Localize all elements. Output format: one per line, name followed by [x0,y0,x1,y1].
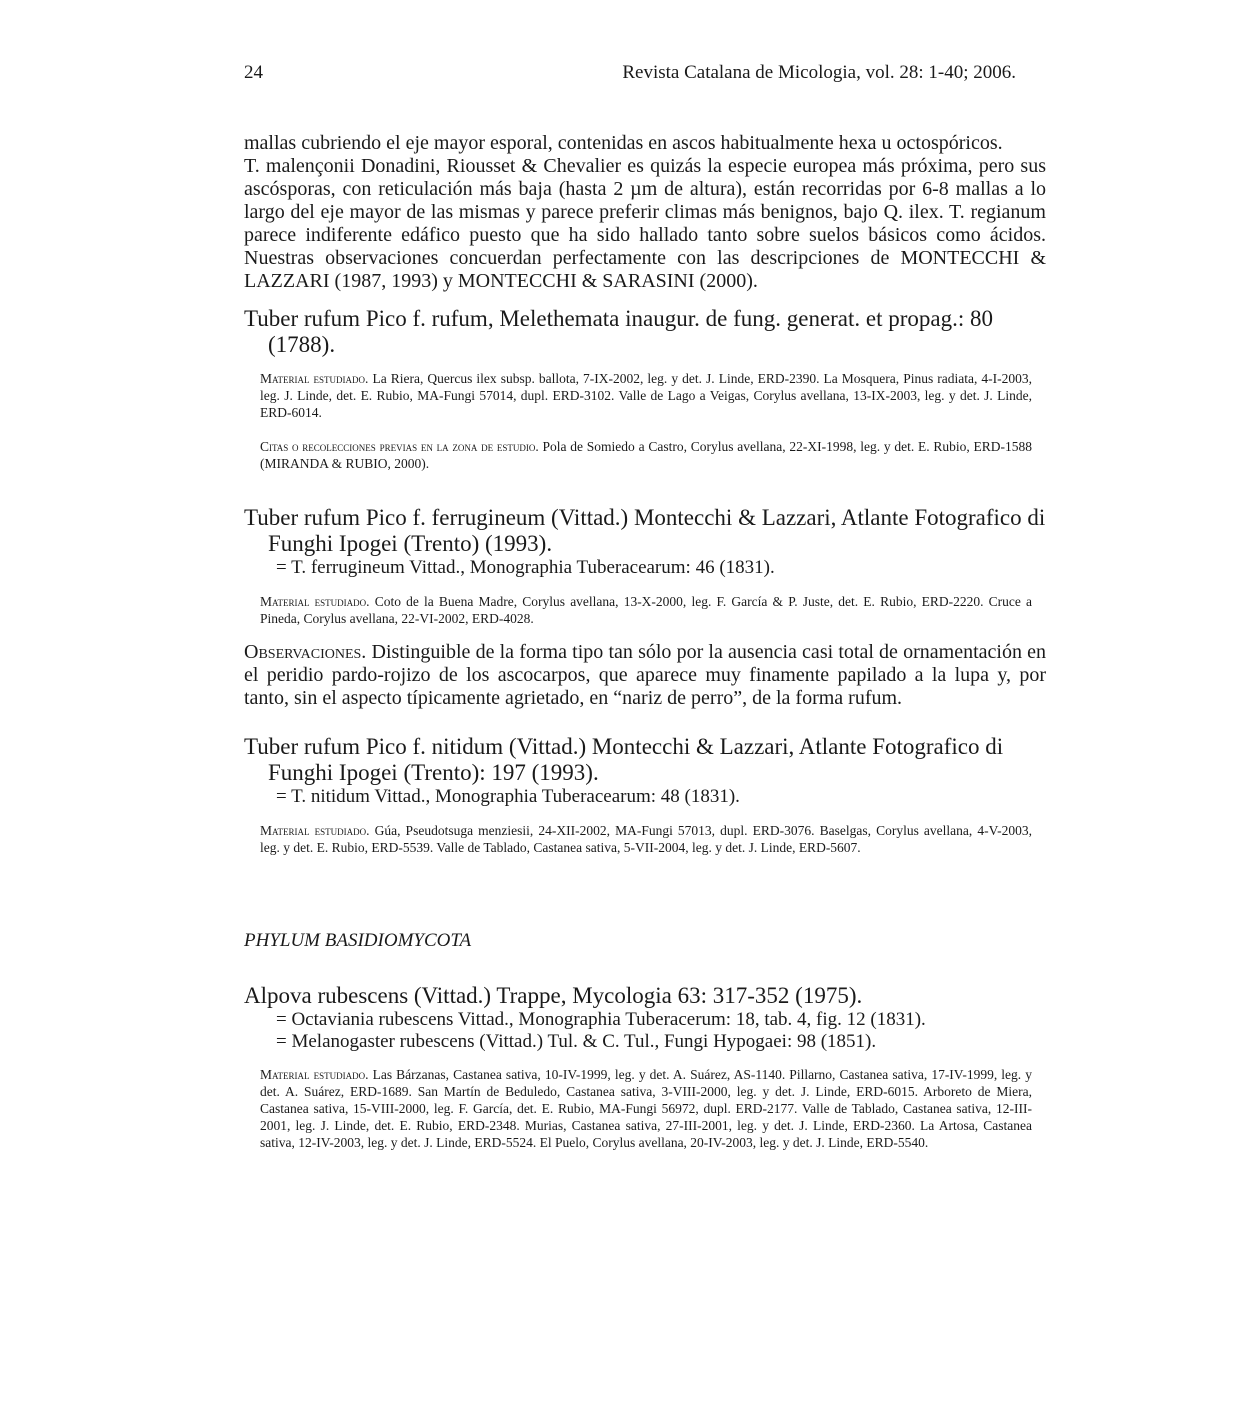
material-alpova [260,1066,1032,1151]
obs-label: Observaciones. [244,641,367,663]
citas-label: Citas o recolecciones previas en la zona de estudio. [260,439,539,454]
material-text: Coto de la Buena Madre, Corylus avellana, 13-X-2000, leg. F. García & P. Juste, det. E. Rubio, ERD-2220. Cruce a Pineda, Corylus avellana, 22-VI-2002, ERD-4028. [260,594,1033,626]
synonym: = Melanogaster rubescens (Vittad.) Tul. & C. Tul., Fungi Hypogaei: 98 (1851). [276,1031,877,1052]
material-text: Gúa, Pseudotsuga menziesii, 24-XII-2002, MA-Fungi 57013, dupl. ERD-3076. Baselgas, Corylus avellana, 4-V-2003, leg. y det. E. Rubio, ERD-5539. Valle de Tablado, Castanea sativa, 5-VII-2004, leg. y det. J. Linde, ERD-5607. [260,823,1033,855]
material-rufum [260,370,1032,421]
observaciones [244,641,1046,710]
taxon-title-line: Funghi Ipogei (Trento): 197 (1993). [268,760,599,785]
running-header: Revista Catalana de Micologia, vol. 28: 1-40; 2006. [622,62,1016,83]
material-label: Material estudiado. [260,371,369,386]
synonym: = T. nitidum Vittad., Monographia Tuberacearum: 48 (1831). [276,786,740,807]
phylum-heading: PHYLUM BASIDIOMYCOTA [244,930,472,951]
synonym: = Octaviania rubescens Vittad., Monographia Tuberacerum: 18, tab. 4, fig. 12 (1831). [276,1009,926,1030]
taxon-title-line: (1788). [268,332,336,357]
taxon-title-alpova [244,983,1046,1053]
material-label: Material estudiado. [260,823,370,838]
citas-rufum [260,438,1032,472]
taxon-title-line: Tuber rufum Pico f. ferrugineum (Vittad.) Montecchi & Lazzari, Atlante Fotografico di [244,505,1046,530]
taxon-title-ferrugineum [244,505,1046,579]
material-ferrugineum [260,593,1032,627]
citas-text: Pola de Somiedo a Castro, Corylus avellana, 22-XI-1998, leg. y det. E. Rubio, ERD-1588 (MIRANDA & RUBIO, 2000). [260,439,1032,471]
page-number: 24 [244,62,263,83]
taxon-title-nitidum [244,734,1046,808]
taxon-title-line: Funghi Ipogei (Trento) (1993). [268,531,553,556]
material-text: Las Bárzanas, Castanea sativa, 10-IV-1999, leg. y det. A. Suárez, AS-1140. Pillarno, Castanea sativa, 17-IV-1999, leg. y det. A. Suárez, ERD-1689. San Martín de Beduledo, Castanea sativa, 3-VIII-2000, leg. y det. J. Linde, ERD-6015. Arboreto de Miera, Castanea sativa, 15-VIII-2000, leg. F. García, det. E. Rubio, MA-Fungi 56972, dupl. ERD-2177. Valle de Tablado, Castanea sativa, 12-III-2001, leg. J. Linde, det. E. Rubio, ERD-2348. Murias, Castanea sativa, 27-III-2001, leg. y det. J. Linde, ERD-2360. La Artosa, Castanea sativa, 12-IV-2003, leg. y det. J. Linde, ERD-5524. El Puelo, Corylus avellana, 20-IV-2003, leg. y det. J. Linde, ERD-5540. [260,1067,1033,1150]
taxon-title-line: Tuber rufum Pico f. nitidum (Vittad.) Montecchi & Lazzari, Atlante Fotografico di [244,734,1004,759]
material-nitidum [260,822,1032,856]
intro-line-1: mallas cubriendo el eje mayor esporal, contenidas en ascos habitualmente hexa u octospóricos. [244,132,1003,154]
taxon-title-line: Alpova rubescens (Vittad.) Trappe, Mycologia 63: 317-352 (1975). [244,983,863,1008]
taxon-title-rufum [244,306,1046,358]
material-text: La Riera, Quercus ilex subsp. ballota, 7-IX-2002, leg. y det. J. Linde, ERD-2390. La Mosquera, Pinus radiata, 4-I-2003, leg. J. Linde, det. E. Rubio, MA-Fungi 57014, dupl. ERD-3102. Valle de Lago a Veigas, Corylus avellana, 13-IX-2003, leg. y det. J. Linde, ERD-6014. [260,371,1033,420]
taxon-title-line: Tuber rufum Pico f. rufum, Melethemata inaugur. de fung. generat. et propag.: 80 [244,306,994,331]
intro-paragraph [244,132,1046,293]
material-label: Material estudiado. [260,1067,369,1082]
material-label: Material estudiado. [260,594,370,609]
obs-text: Distinguible de la forma tipo tan sólo por la ausencia casi total de ornamentación en el peridio pardo-rojizo de los ascocarpos, que aparece muy finamente papilado a la lupa y, por tanto, sin el aspecto típicamente agrietado, en “nariz de perro”, de la forma rufum. [244,641,1047,709]
synonym: = T. ferrugineum Vittad., Monographia Tuberacearum: 46 (1831). [276,557,775,578]
intro-line-2: T. malençonii Donadini, Riousset & Chevalier es quizás la especie europea más próxima, pero sus ascósporas, con reticulación más baja (hasta 2 µm de altura), están recorridas por 6-8 mallas a lo largo del eje mayor de las mismas y parece preferir climas más benignos, bajo Q. ilex. T. regianum parece indiferente edáfico puesto que ha sido hallado tanto sobre suelos básicos como ácidos. Nuestras observaciones concuerdan perfectamente con las descripciones de MONTECCHI & LAZZARI (1987, 1993) y MONTECCHI & SARASINI (2000). [244,155,1046,292]
